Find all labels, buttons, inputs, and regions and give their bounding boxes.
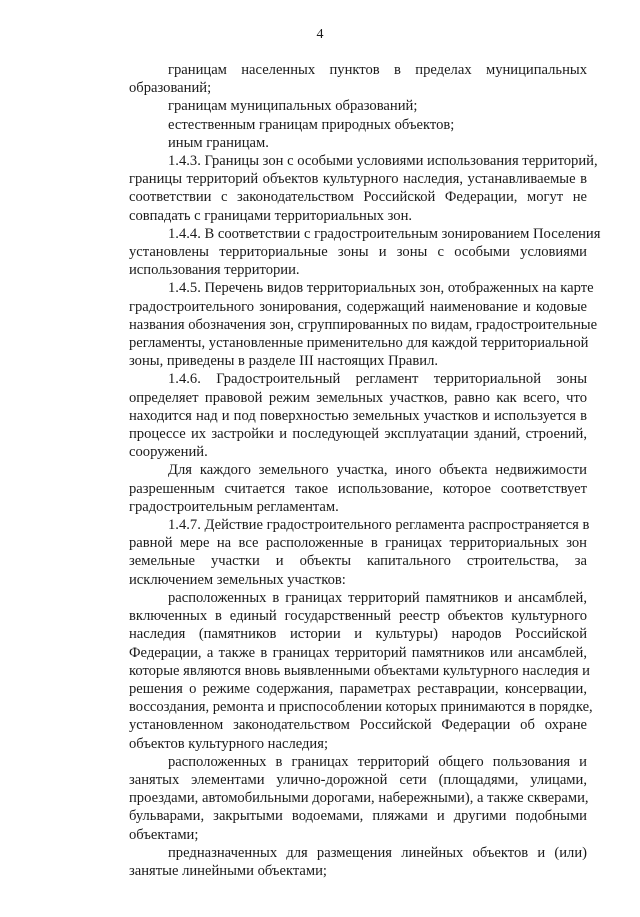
text-line: 1.4.5. Перечень видов территориальных зон, отображенных на карте (168, 280, 594, 297)
paragraph (90, 61, 587, 97)
paragraph (90, 589, 593, 753)
text-line: занятые линейными объектами; (129, 862, 327, 879)
paragraph (90, 134, 587, 152)
paragraph (90, 370, 587, 461)
paragraph (90, 97, 587, 115)
text-line: наследия (памятников истории и культуры) народов Российской (129, 626, 587, 643)
text-line: естественным границам природных объектов; (168, 116, 455, 133)
text-line: 1.4.6. Градостроительный регламент территориальной зоны (168, 371, 587, 388)
text-line: проездами, автомобильными дорогами, набережными), а также скверами, (129, 790, 589, 807)
paragraph (90, 116, 587, 134)
paragraph (90, 225, 601, 280)
text-line: 1.4.7. Действие градостроительного регламента распространяется в (168, 517, 590, 534)
text-line: сооружений. (129, 444, 208, 461)
text-line: объектами; (129, 826, 199, 843)
text-line: находится над и под поверхностью земельных участков и используется в (129, 407, 587, 424)
text-line: исключением земельных участков: (129, 571, 346, 588)
paragraph (90, 279, 598, 370)
paragraph (90, 844, 587, 880)
text-line: иным границам. (168, 134, 269, 151)
paragraph (90, 516, 590, 589)
text-line: определяет правовой режим земельных участков, равно как всего, что (129, 389, 587, 406)
text-line: предназначенных для размещения линейных объектов и (или) (168, 844, 587, 861)
text-line: названия обозначения зон, сгруппированных по видам, градостроительные (129, 316, 598, 333)
text-line: расположенных в границах территорий памятников и ансамблей, (168, 589, 587, 606)
text-line: совпадать с границами территориальных зон. (129, 207, 413, 224)
text-line: которые являются вновь выявленными объектами культурного наследия и (129, 662, 590, 679)
text-line: земельные участки и объекты капитального строительства, за (129, 553, 587, 570)
text-line: установлены территориальные зоны и зоны с особыми условиями (129, 244, 587, 261)
text-line: 1.4.3. Границы зон с особыми условиями использования территорий, (168, 153, 598, 170)
text-line: воссоздания, ремонта и приспособлении которых принимаются в порядке, (129, 699, 593, 716)
text-line: использования территории. (129, 262, 300, 279)
text-line: равной мере на все расположенные в границах территориальных зон (129, 535, 587, 552)
text-line: градостроительным регламентам. (129, 498, 339, 515)
text-line: решения о режиме содержания, параметрах реставрации, консервации, (129, 680, 587, 697)
text-line: градостроительного зонирования, содержащий наименование и кодовые (129, 298, 587, 315)
text-line: Для каждого земельного участка, иного объекта недвижимости (168, 462, 587, 479)
text-line: 1.4.4. В соответствии с градостроительным зонированием Поселения (168, 225, 601, 242)
text-line: бульварами, закрытыми водоемами, пляжами и другими подобными (129, 808, 587, 825)
text-line: образований; (129, 80, 212, 97)
text-line: Федерации, а также в границах территорий памятников или ансамблей, (129, 644, 587, 661)
text-line: процессе их застройки и последующей эксплуатации зданий, строений, (129, 426, 587, 443)
text-line: границам населенных пунктов в пределах муниципальных (168, 62, 587, 78)
text-line: границам муниципальных образований; (168, 98, 418, 115)
text-line: включенных в единый государственный реестр объектов культурного (129, 608, 587, 625)
text-line: границы территорий объектов культурного наследия, устанавливаемые в (129, 171, 587, 188)
text-line: объектов культурного наследия; (129, 735, 329, 752)
paragraph (90, 461, 587, 516)
text-line: соответствии с законодательством Российской Федерации, могут не (129, 189, 587, 206)
text-line: регламенты, установленные применительно для каждой территориальной (129, 335, 589, 352)
text-line: зоны, приведены в разделе III настоящих Правил. (129, 353, 439, 370)
paragraph (90, 753, 587, 844)
text-line: занятых элементами улично-дорожной сети (площадями, улицами, (129, 771, 587, 788)
text-line: разрешенным считается такое использование, которое соответствует (129, 480, 587, 497)
page-number: 4 (316, 27, 324, 42)
text-line: расположенных в границах территорий общего пользования и (168, 753, 587, 770)
text-line: установленном законодательством Российской Федерации об охране (129, 717, 587, 734)
document-body (90, 61, 601, 880)
paragraph (90, 152, 598, 225)
